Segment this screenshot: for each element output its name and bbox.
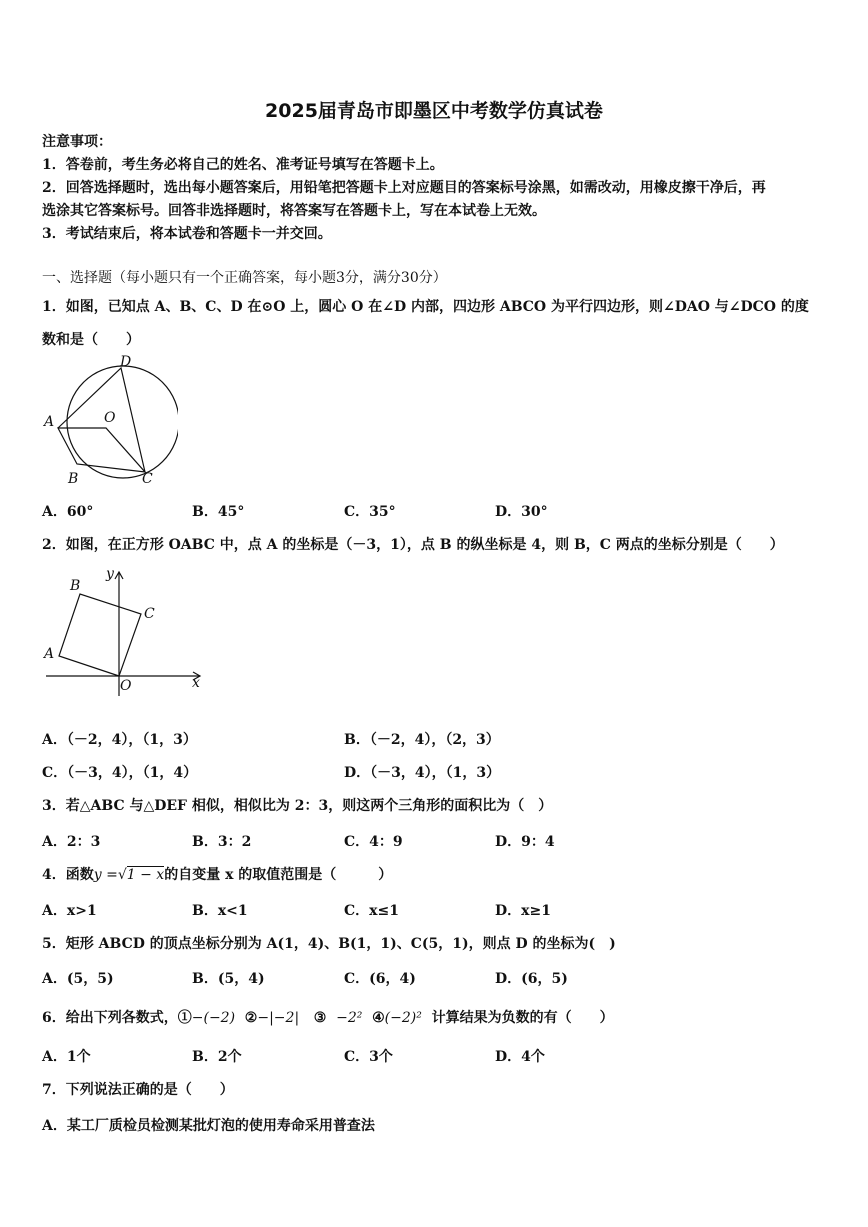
q2-text: 2．如图，在正方形 OABC 中，点 A 的坐标是（－3，1），点 B 的纵坐标是 4，则 B，C 两点的坐标分别是（ ）: [42, 537, 784, 553]
label-a: A: [44, 414, 55, 430]
q6-mark-3: ③: [313, 1010, 327, 1026]
label-d: D: [120, 354, 132, 370]
section-heading: 一、选择题（每小题只有一个正确答案，每小题3分，满分30分）: [42, 270, 447, 286]
q1-option-d: D．30°: [495, 504, 548, 520]
q2-option-c: C．（－3，4），（1，4）: [42, 765, 198, 781]
q4-post: 的自变量 x 的取值范围是（ ）: [164, 867, 393, 883]
q6-pre: 6．给出下列各数式，: [42, 1010, 178, 1026]
q6-expr-3: −2²: [336, 1010, 363, 1026]
q2-option-a: A．（－2，4），（1，3）: [42, 732, 197, 748]
label-y: y: [106, 566, 114, 582]
q7-text: 7．下列说法正确的是（ ）: [42, 1082, 234, 1098]
q1-text-line1: 1．如图，已知点 A、B、C、D 在⊙O 上，圆心 O 在∠D 内部，四边形 ABCO 为平行四边形，则∠DAO 与∠DCO 的度: [42, 299, 809, 315]
q4-formula-lhs: y =: [93, 867, 118, 883]
exam-title: 2025届青岛市即墨区中考数学仿真试卷: [265, 100, 603, 122]
q2-coordinate-figure: [40, 560, 210, 700]
q1-option-a: A．60°: [42, 504, 94, 520]
q6-mark-1: ①: [177, 1010, 192, 1026]
q1-text-line2: 数和是（ ）: [42, 332, 140, 348]
q6-option-a: A．1个: [42, 1049, 91, 1065]
q5-option-c: C．(6，4): [344, 971, 416, 987]
q6-mark-2: ②: [244, 1010, 258, 1026]
label-o: O: [120, 678, 132, 694]
q4-formula-radicand: 1 − x: [126, 867, 165, 883]
q5-option-a: A．(5，5): [42, 971, 114, 987]
label-c: C: [142, 471, 153, 487]
q5-text: 5．矩形 ABCD 的顶点坐标分别为 A(1，4)、B(1，1)、C(5，1)，则点 D 的坐标为( ): [42, 936, 616, 952]
notice-item-1: 1．答卷前，考生务必将自己的姓名、准考证号填写在答题卡上。: [42, 157, 444, 173]
q6-option-d: D．4个: [495, 1049, 545, 1065]
q5-option-b: B．(5，4): [192, 971, 265, 987]
parallelogram-abco: [58, 428, 145, 472]
q5-option-d: D．(6，5): [495, 971, 568, 987]
q1-option-c: C．35°: [344, 504, 396, 520]
notice-item-3: 3．考试结束后，将本试卷和答题卡一并交回。: [42, 226, 332, 242]
q4-pre: 4．函数: [42, 867, 94, 883]
q3-option-d: D．9：4: [495, 834, 555, 850]
label-o: O: [104, 410, 116, 426]
q6-expr-1: −(−2): [191, 1010, 236, 1026]
q1-circle-figure: [38, 352, 178, 492]
label-b: B: [70, 578, 81, 594]
q2-option-d: D．（－3，4），（1，3）: [344, 765, 501, 781]
q3-option-b: B．3：2: [192, 834, 252, 850]
q7-option-a: A．某工厂质检员检测某批灯泡的使用寿命采用普查法: [42, 1118, 375, 1134]
q4-text: [42, 865, 392, 885]
q2-option-b: B．（－2，4），（2，3）: [344, 732, 500, 748]
q3-text: 3．若△ABC 与△DEF 相似，相似比为 2：3，则这两个三角形的面积比为（ ）: [42, 798, 553, 814]
label-x: x: [192, 675, 200, 691]
q4-option-c: C．x≤1: [344, 903, 399, 919]
q6-mark-4: ④: [372, 1010, 385, 1026]
q3-option-c: C．4：9: [344, 834, 403, 850]
notice-item-2: 2．回答选择题时，选出每小题答案后，用铅笔把答题卡上对应题目的答案标号涂黑，如需改动，用橡皮擦干净后，再: [42, 180, 766, 196]
notice-item-2-cont: 选涂其它答案标号。回答非选择题时，将答案写在答题卡上，写在本试卷上无效。: [42, 203, 546, 219]
q4-option-d: D．x≥1: [495, 903, 551, 919]
circle-o: [67, 366, 178, 478]
label-b: B: [68, 471, 79, 487]
square-oabc: [59, 594, 141, 676]
q1-option-b: B．45°: [192, 504, 245, 520]
label-c: C: [144, 606, 155, 622]
q3-option-a: A．2：3: [42, 834, 101, 850]
q4-option-b: B．x<1: [192, 903, 248, 919]
q6-text: [42, 1008, 614, 1028]
notice-heading: 注意事项：: [42, 134, 112, 150]
label-a: A: [44, 646, 55, 662]
q6-expr-4: (−2)²: [384, 1010, 422, 1026]
q6-post: 计算结果为负数的有（ ）: [431, 1010, 614, 1026]
sqrt-icon: √: [117, 867, 127, 883]
q6-option-b: B．2个: [192, 1049, 242, 1065]
q4-option-a: A．x>1: [42, 903, 97, 919]
q6-option-c: C．3个: [344, 1049, 393, 1065]
q6-expr-2: −|−2|: [257, 1010, 300, 1026]
